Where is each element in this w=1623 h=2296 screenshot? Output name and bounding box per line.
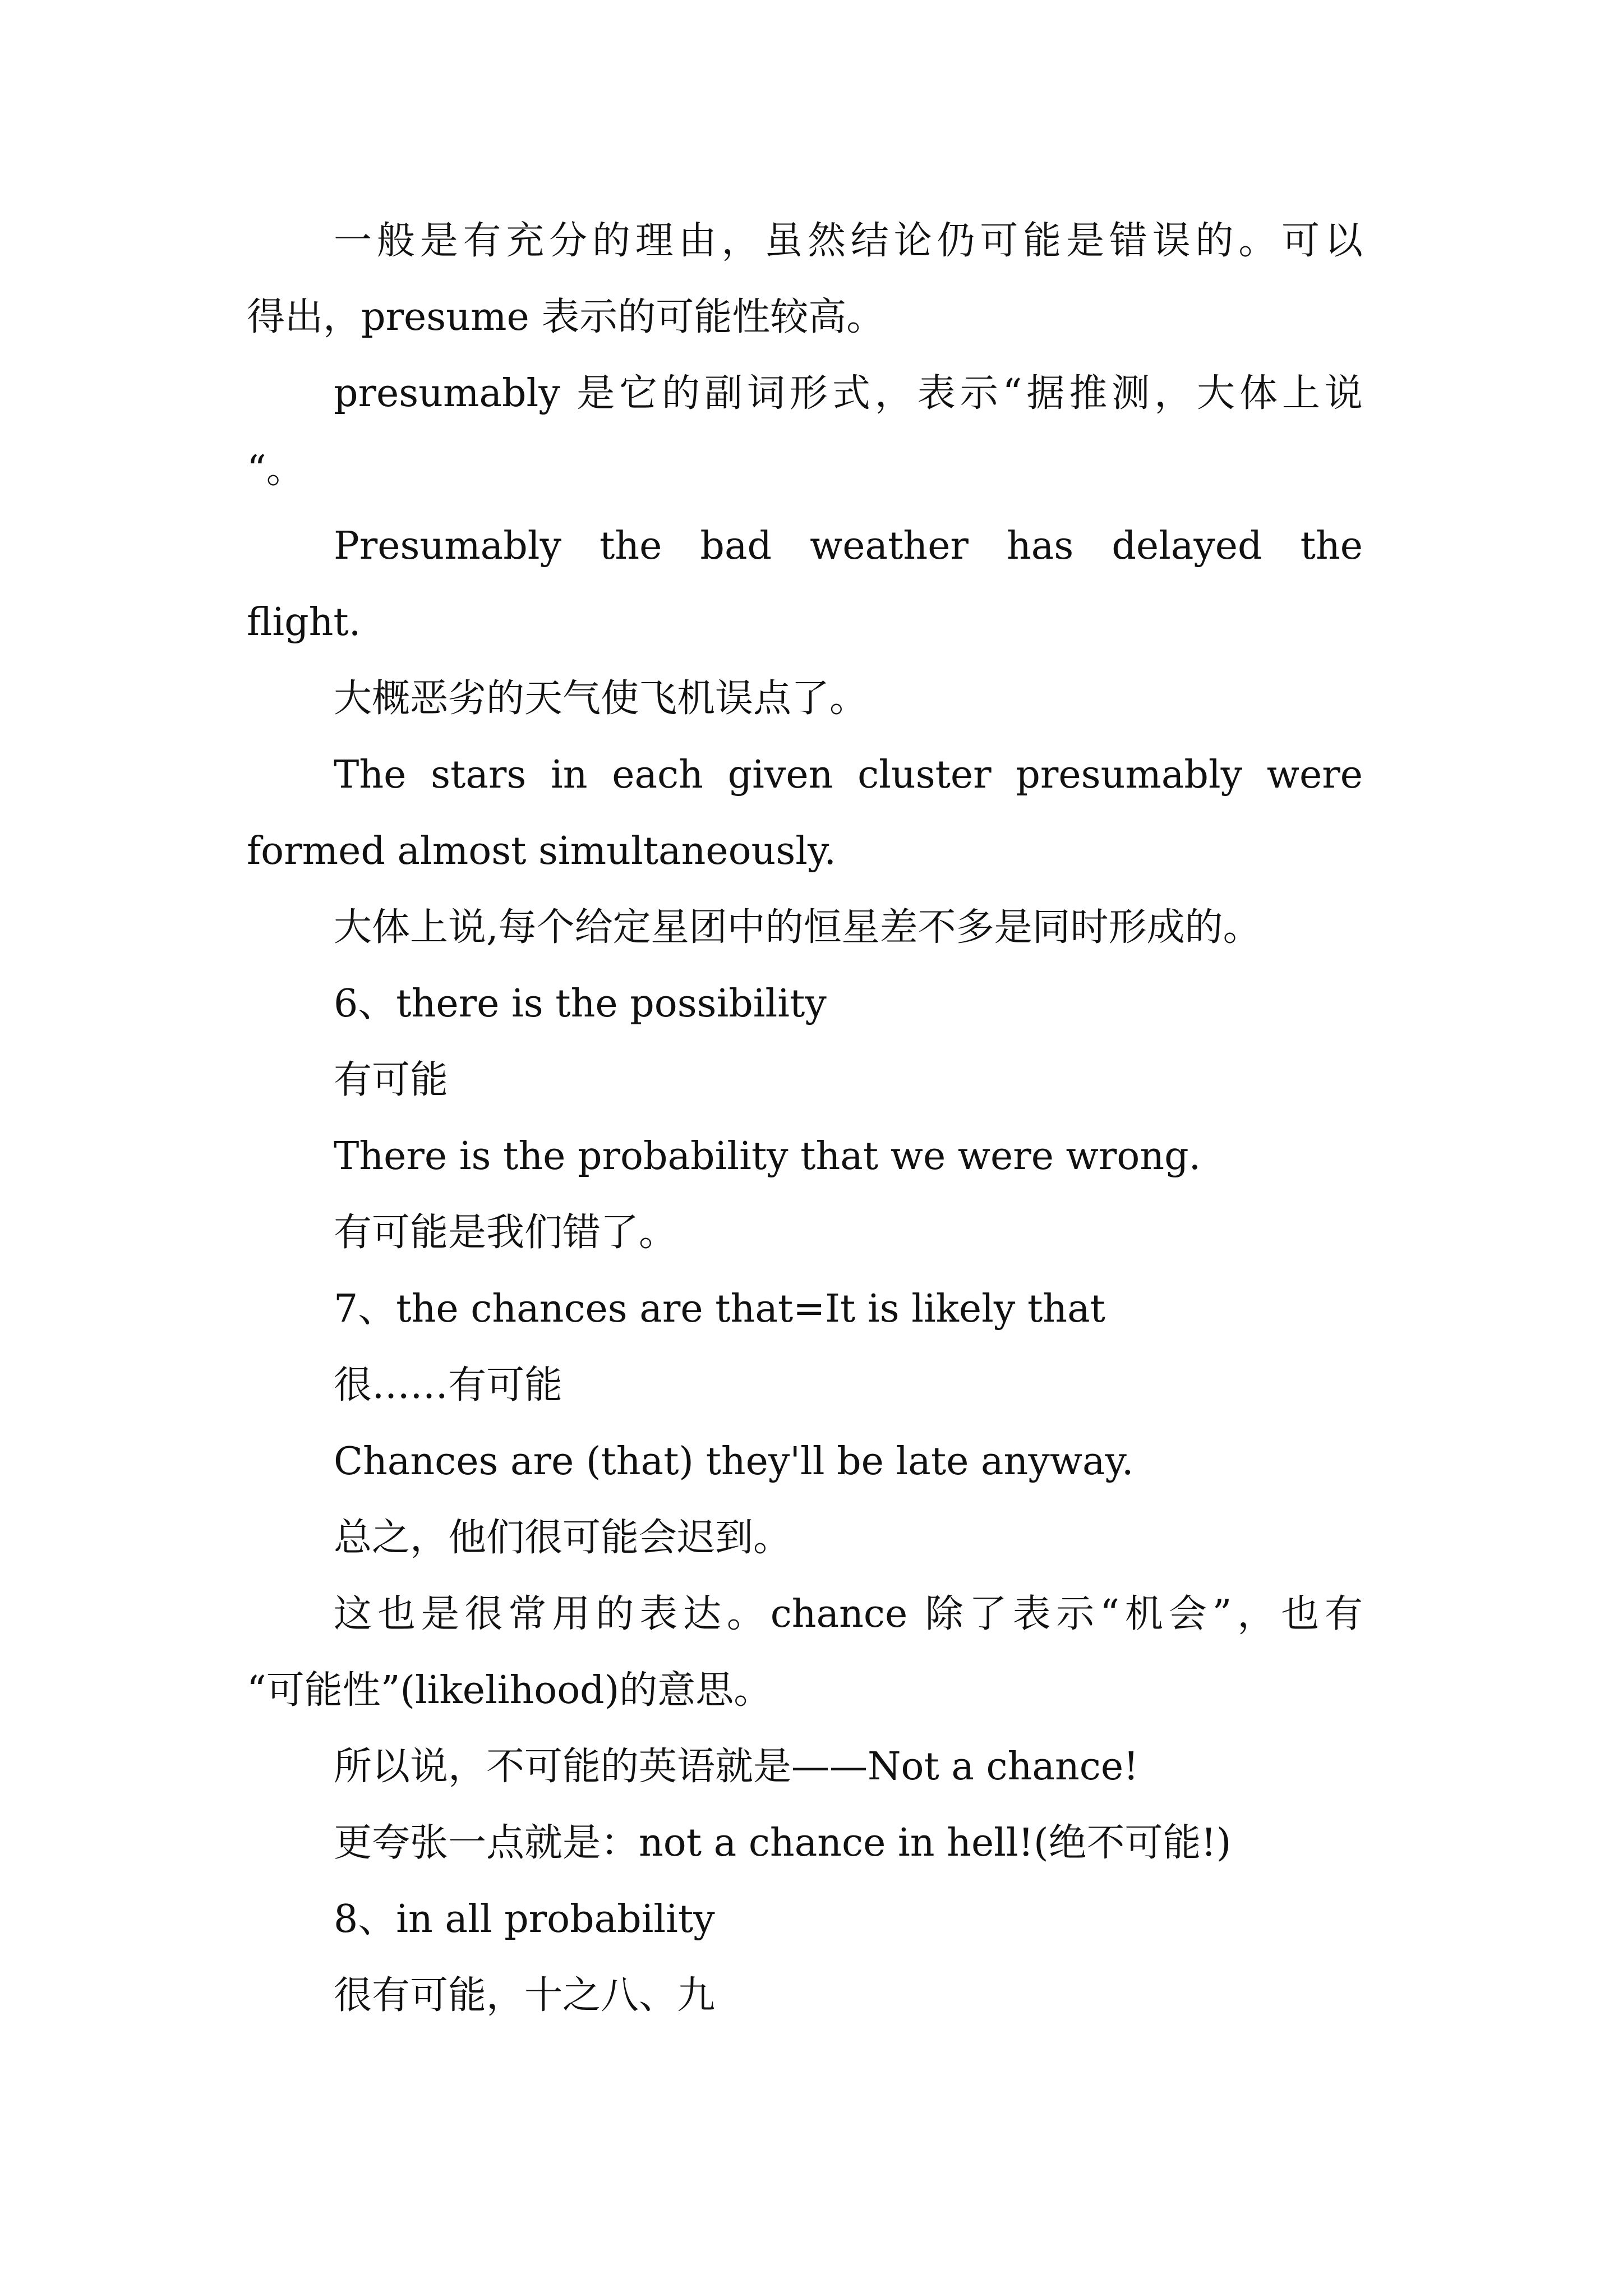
- paragraph-11: 7、the chances are that=It is likely that: [334, 1287, 1105, 1331]
- paragraph-5-line-2: formed almost simultaneously.: [247, 829, 836, 873]
- paragraph-1-line-2: 得出，presume 表示的可能性较高。: [247, 295, 885, 339]
- paragraph-16: 所以说，不可能的英语就是——Not a chance!: [334, 1745, 1139, 1789]
- paragraph-15-line-1: 这也是很常用的表达。chance 除了表示“机会”，也有: [334, 1592, 1363, 1636]
- paragraph-19: 很有可能，十之八、九: [334, 1973, 716, 2018]
- paragraph-12: 很……有可能: [334, 1363, 563, 1407]
- paragraph-2-line-1: presumably 是它的副词形式，表示“据推测，大体上说: [334, 371, 1363, 416]
- paragraph-7: 6、there is the possibility: [334, 982, 827, 1026]
- paragraph-9: There is the probability that we were wrong.: [334, 1134, 1201, 1179]
- paragraph-3-line-1: Presumably the bad weather has delayed the: [334, 524, 1363, 568]
- paragraph-6: 大体上说,每个给定星团中的恒星差不多是同时形成的。: [334, 905, 1261, 950]
- paragraph-13: Chances are (that) they'll be late anyway.: [334, 1439, 1134, 1484]
- paragraph-5-line-1: The stars in each given cluster presumably were: [334, 753, 1363, 797]
- paragraph-3-line-2: flight.: [247, 600, 361, 645]
- paragraph-15-line-2: “可能性”(likelihood)的意思。: [247, 1668, 772, 1713]
- paragraph-1-line-1: 一般是有充分的理由，虽然结论仍可能是错误的。可以: [334, 219, 1363, 263]
- paragraph-4: 大概恶劣的天气使飞机误点了。: [334, 677, 868, 721]
- paragraph-17: 更夸张一点就是：not a chance in hell!(绝不可能!): [334, 1821, 1232, 1865]
- paragraph-8: 有可能: [334, 1058, 449, 1102]
- paragraph-2-line-2: “。: [247, 448, 305, 492]
- paragraph-10: 有可能是我们错了。: [334, 1211, 677, 1255]
- paragraph-18: 8、in all probability: [334, 1897, 715, 1941]
- paragraph-14: 总之，他们很可能会迟到。: [334, 1516, 792, 1560]
